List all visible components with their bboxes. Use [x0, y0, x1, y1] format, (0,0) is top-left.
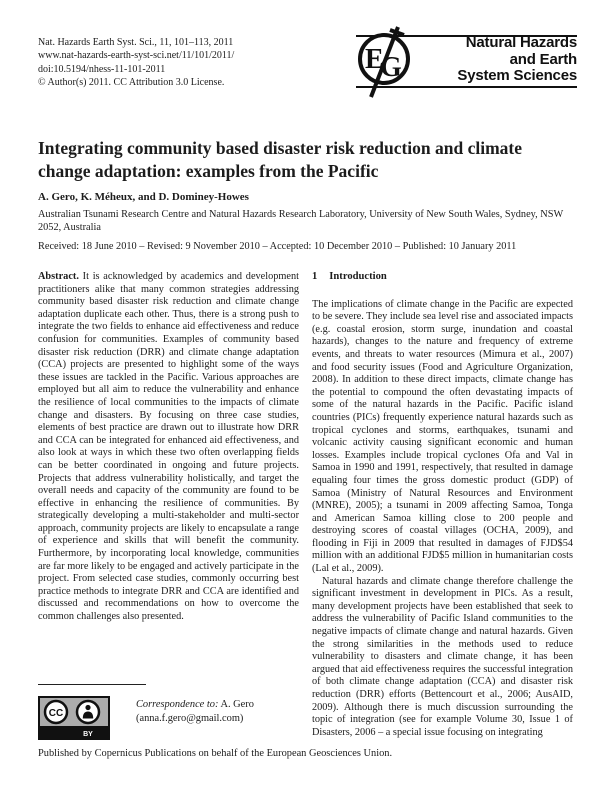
correspondence-line — [136, 698, 306, 712]
doi-line: doi:10.5194/nhess-11-101-2011 — [38, 63, 166, 75]
correspondence-rule — [38, 684, 146, 685]
abstract-paragraph — [38, 271, 299, 624]
publisher-footer: Published by Copernicus Publications on behalf of the European Geosciences Union. — [38, 748, 393, 759]
correspondence-label: Correspondence to: — [136, 699, 219, 710]
license-line: © Author(s) 2011. CC Attribution 3.0 License. — [38, 77, 225, 89]
journal-name-line: System Sciences — [457, 67, 577, 84]
citation-block — [38, 36, 234, 90]
globe-letter-e: E — [365, 44, 384, 75]
correspondence-text — [136, 698, 306, 725]
egu-globe-icon — [357, 24, 419, 100]
journal-name-line: Natural Hazards — [465, 34, 577, 51]
journal-name — [457, 35, 577, 85]
received-revised-dates: Received: 18 June 2010 – Revised: 9 November 2010 – Accepted: 10 December 2010 – Published: 10 January 2011 — [38, 241, 517, 252]
correspondence-email: (anna.f.gero@gmail.com) — [136, 712, 244, 724]
journal-name-line: and Earth — [509, 50, 577, 68]
introduction-column — [312, 271, 573, 739]
journal-url: www.nat-hazards-earth-syst-sci.net/11/101/2011/ — [38, 50, 235, 62]
abstract-label: Abstract. — [38, 271, 79, 282]
globe-letter-g: G — [380, 52, 402, 83]
section-number: 1 — [312, 271, 318, 282]
abstract-column — [38, 271, 299, 624]
introduction-paragraph-1: The implications of climate change in the Pacific are expected to be severe. They include sea level rise and associated impacts (e.g. coastal erosion, storm surge, inundation and coastal hazards), changes to the nature and frequency of extreme events, and threats to water resources (Mimura et al., 2007) and food security issues (Food and Agriculture Organization, 2008). In addition to these direct impacts, climate change has the potential to compound the often devastating impacts of some of the natural hazards in the Pacific. Pacific island countries (PICs) frequently experience natural hazards such as tropical cyclones and storms, earthquakes, tsunami and volcanic activity causing significant economic and human losses. Examples include tropical cyclones Ofa and Val in Samoa in 1990 and 1991, respectively, that resulted in damage equaling four times the gross domestic product (GDP) of Samoa (Ministry of Natural Resources and Environment (MNRE), 2005); a tsunami in 2009 affecting Samoa, Tonga and American Samoa killing close to 200 people and destroying scores of coastal villages (OCHA, 2009), and flooding in Fiji in 2009 that resulted in damages of FJD$54 million with an additional FJD$5 million in humanitarian costs (Lal et al., 2009). — [312, 298, 573, 575]
citation-line: Nat. Hazards Earth Syst. Sci., 11, 101–113, 2011 — [38, 37, 234, 48]
affiliation: Australian Tsunami Research Centre and Natural Hazards Research Laboratory, University of New South Wales, Sydney, NSW 2052, Australia — [38, 209, 563, 233]
journal-masthead — [356, 28, 577, 94]
introduction-paragraph-2: Natural hazards and climate change therefore challenge the significant investment in development in PICs. As a result, many development projects have been established that seek to address the vulnerability of Pacific Island communities to the negative impacts of climate change and natural hazards. Given the strong similarities in the methods used to reduce vulnerability to disasters and climate change, it has been argued that aid effectiveness requires the successful integration of both climate change adaptation (CCA) and disaster risk reduction (DRR) efforts (Bettencourt et al., 2006; AusAID, 2009). Although there is much discussion surrounding the topic of integration (see for example Volume 30, Issue 1 of Disasters, 2006 – a special issue focusing on integrating — [312, 575, 573, 738]
paper-title: Integrating community based disaster risk reduction and climate change adaptation: examples from the Pacific — [38, 138, 523, 181]
abstract-text: It is acknowledged by academics and development practitioners alike that many common strategies addressing community based disaster risk reduction and climate change adaptation duplicate each other. Thus, there is a strong push to integrate the two fields to enhance aid effectiveness and reduce confusion for communities. Examples of community based disaster risk reduction (DRR) and climate change adaptation (CCA) projects are presented to highlight some of the ways these issues are tackled in the Pacific. Various approaches are employed but all aim to reduce the vulnerability and enhance the resilience of local communities to the impacts of climate change and disasters. By focusing on three case studies, elements of best practice are drawn out to illustrate how DRR and CCA can be integrated for enhanced aid effectiveness, and also look at ways in which these two often overlapping fields can be better coordinated in ongoing and future projects. Projects that address vulnerability holistically, and target the overall needs and capacity of the community are found to be effective in enhancing the resilience of communities. By strategically developing a multi-stakeholder and multi-sector approach, community projects are likely to encapsulate a range of experience and skills that will benefit the community. Furthermore, by incorporating local knowledge, communities are far more likely to be engaged and actively participate in the project. From selected case studies, commonly occurring best practice methods to integrate DRR and CCA are identified and discussed and recommendations on how to overcome the common challenges also presented. — [38, 271, 299, 623]
cc-letters: CC — [48, 708, 64, 719]
section-heading-introduction — [312, 271, 573, 284]
by-letters: BY — [83, 731, 93, 738]
author-list: A. Gero, K. Méheux, and D. Dominey-Howes — [38, 191, 249, 203]
cc-by-badge-icon — [38, 696, 110, 740]
section-title: Introduction — [329, 271, 387, 282]
correspondence-name: A. Gero — [218, 699, 254, 710]
